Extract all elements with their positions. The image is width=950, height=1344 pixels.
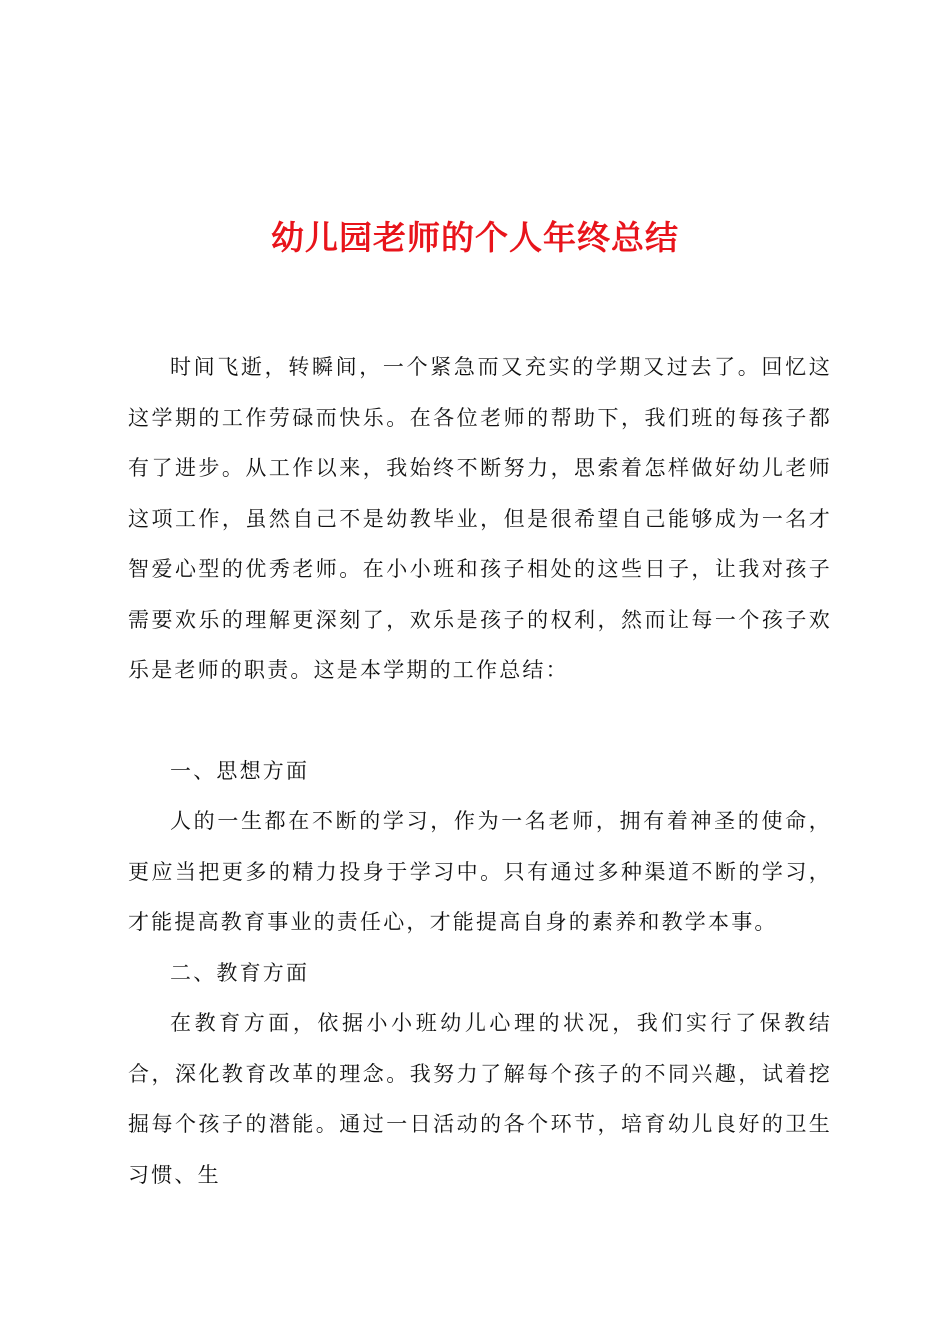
document-title: 幼儿园老师的个人年终总结 — [271, 218, 679, 257]
document-body — [128, 342, 832, 1200]
section-heading-thought: 一、思想方面 — [170, 758, 310, 783]
paragraph-spacer — [128, 696, 832, 746]
intro-paragraph: 时间飞逝，转瞬间，一个紧急而又充实的学期又过去了。回忆这这学期的工作劳碌而快乐。在各位老师的帮助下，我们班的每孩子都有了进步。从工作以来，我始终不断努力，思索着怎样做好幼儿老师这项工作，虽然自己不是幼教毕业，但是很希望自己能够成为一名才智爱心型的优秀老师。在小小班和孩子相处的这些日子，让我对孩子需要欢乐的理解更深刻了，欢乐是孩子的权利，然而让每一个孩子欢乐是老师的职责。这是本学期的工作总结： — [128, 355, 832, 682]
section-heading-education: 二、教育方面 — [170, 960, 310, 985]
section-text-education: 在教育方面，依据小小班幼儿心理的状况，我们实行了保教结合，深化教育改革的理念。我努力了解每个孩子的不同兴趣，试着挖掘每个孩子的潜能。通过一日活动的各个环节，培育幼儿良好的卫生习惯、生 — [128, 1011, 832, 1187]
section-text-thought: 人的一生都在不断的学习，作为一名老师，拥有着神圣的使命，更应当把更多的精力投身于学习中。只有通过多种渠道不断的学习，才能提高教育事业的责任心，才能提高自身的素养和教学本事。 — [128, 809, 832, 934]
